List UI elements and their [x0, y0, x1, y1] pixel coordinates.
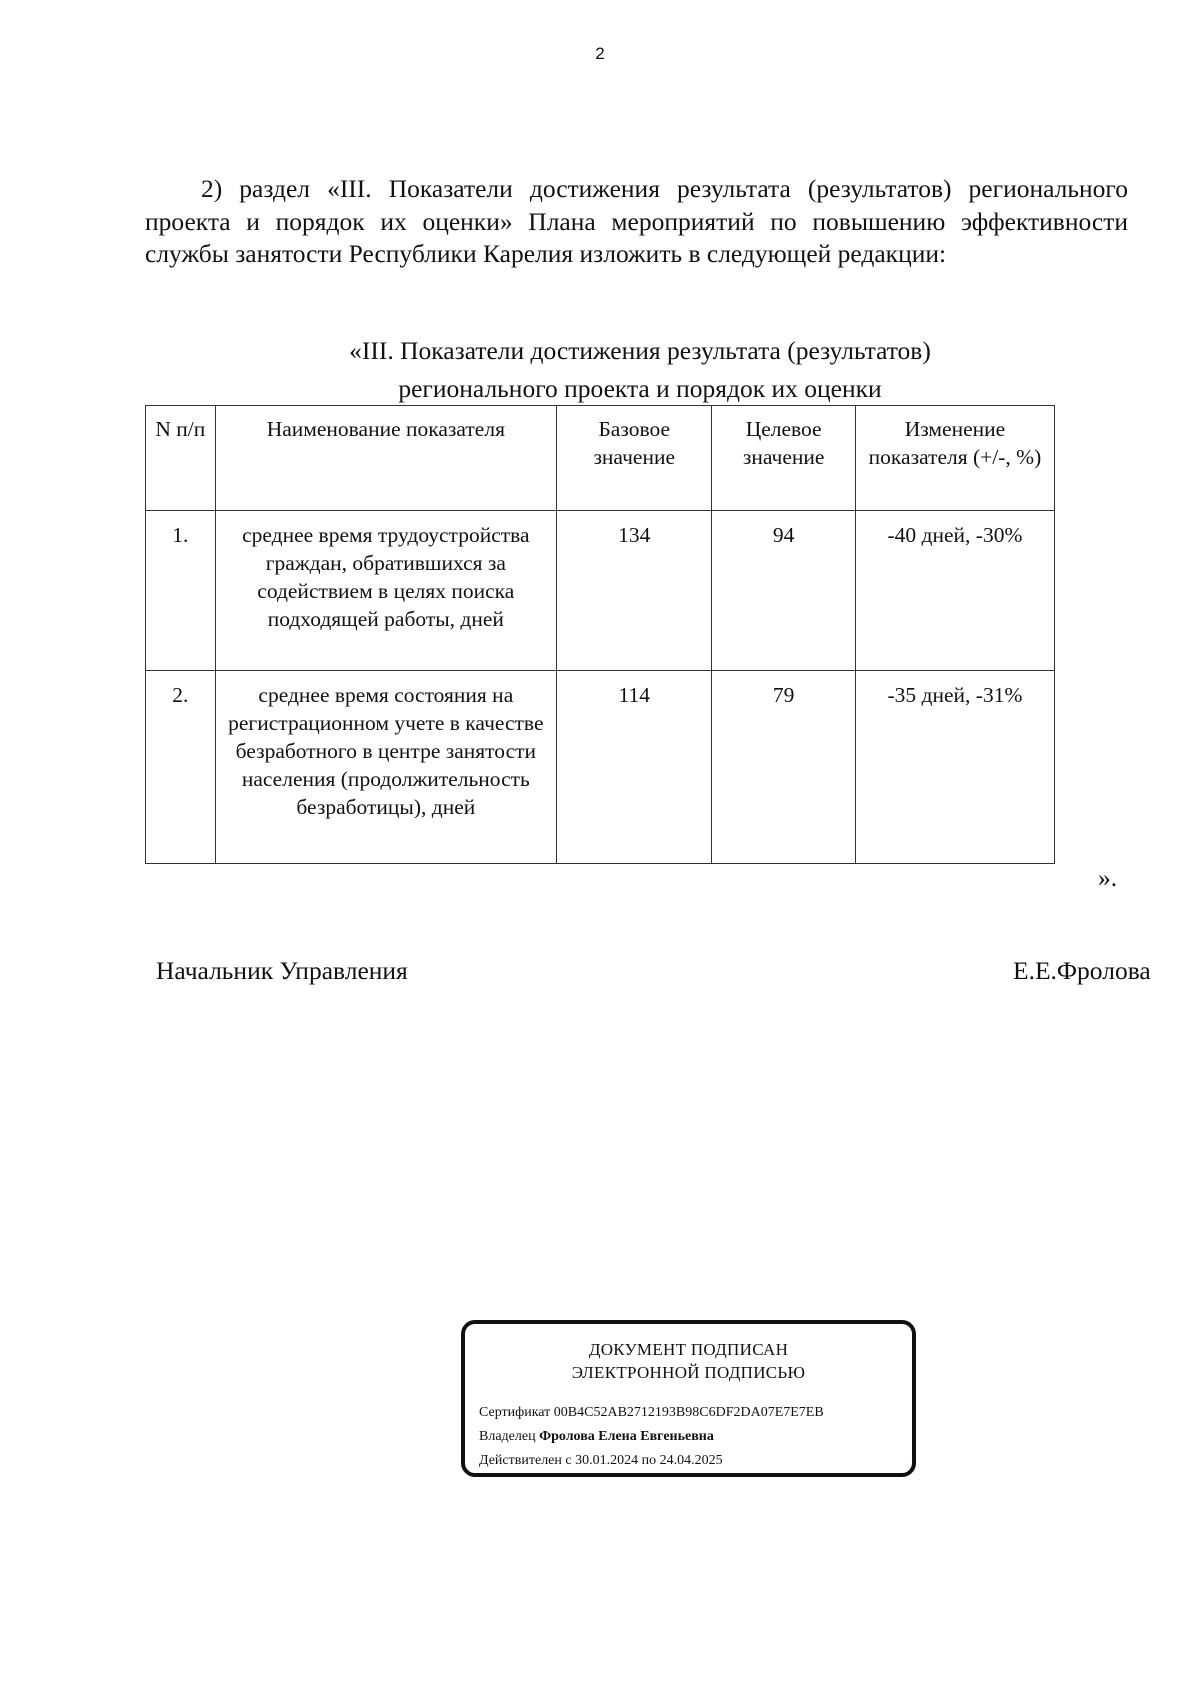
- row-change: -40 дней, -30%: [855, 511, 1054, 671]
- stamp-heading: [465, 1338, 912, 1384]
- row-name: среднее время трудоустройства граждан, обратившихся за содействием в целях поиска подходящей работы, дней: [215, 511, 556, 671]
- signer-position: Начальник Управления: [156, 956, 408, 985]
- closing-quote: ».: [1098, 863, 1118, 892]
- table-header-row: [146, 406, 1055, 511]
- certificate-value: 00B4C52AB2712193B98C6DF2DA07E7E7EB: [553, 1405, 824, 1420]
- row-target: 79: [712, 671, 855, 864]
- table-title-line-1: «III. Показатели достижения результата (результатов): [349, 336, 931, 365]
- row-target: 94: [712, 511, 855, 671]
- table-row: [146, 671, 1055, 864]
- row-name: среднее время состояния на регистрационном учете в качестве безработного в центре занятости населения (продолжительность безработицы), дней: [215, 671, 556, 864]
- header-base: Базовое значение: [557, 406, 712, 511]
- table-title-line-2: регионального проекта и порядок их оценки: [398, 374, 882, 403]
- row-base: 114: [557, 671, 712, 864]
- header-num: N п/п: [146, 406, 216, 511]
- valid-label: Действителен с: [479, 1453, 572, 1468]
- stamp-certificate: [479, 1401, 909, 1425]
- indicators-table: [145, 405, 1055, 864]
- table-title: [230, 332, 1050, 408]
- header-name: Наименование показателя: [215, 406, 556, 511]
- page-number: 2: [595, 44, 605, 63]
- valid-from: 30.01.2024: [575, 1453, 639, 1468]
- stamp-heading-line-2: ЭЛЕКТРОННОЙ ПОДПИСЬЮ: [571, 1363, 806, 1382]
- row-num: 2.: [146, 671, 216, 864]
- table-row: [146, 511, 1055, 671]
- stamp-owner: [479, 1425, 909, 1449]
- owner-label: Владелец: [479, 1429, 536, 1444]
- stamp-details: [479, 1401, 909, 1473]
- row-num: 1.: [146, 511, 216, 671]
- certificate-label: Сертификат: [479, 1405, 551, 1420]
- stamp-heading-line-1: ДОКУМЕНТ ПОДПИСАН: [588, 1340, 789, 1359]
- electronic-signature-stamp: [461, 1320, 916, 1477]
- row-change: -35 дней, -31%: [855, 671, 1054, 864]
- valid-to: 24.04.2025: [659, 1453, 723, 1468]
- row-base: 134: [557, 511, 712, 671]
- valid-to-label: по: [641, 1453, 657, 1468]
- header-target: Целевое значение: [712, 406, 855, 511]
- header-change: Изменение показателя (+/-, %): [855, 406, 1054, 511]
- intro-paragraph: 2) раздел «III. Показатели достижения результата (результатов) регионального проекта и порядок их оценки» Плана мероприятий по повышению эффективности службы занятости Республики Карелия изложить в следующей редакции:: [145, 174, 1128, 268]
- owner-value: Фролова Елена Евгеньевна: [539, 1429, 714, 1444]
- stamp-validity: [479, 1449, 909, 1473]
- signer-name: Е.Е.Фролова: [1013, 956, 1151, 985]
